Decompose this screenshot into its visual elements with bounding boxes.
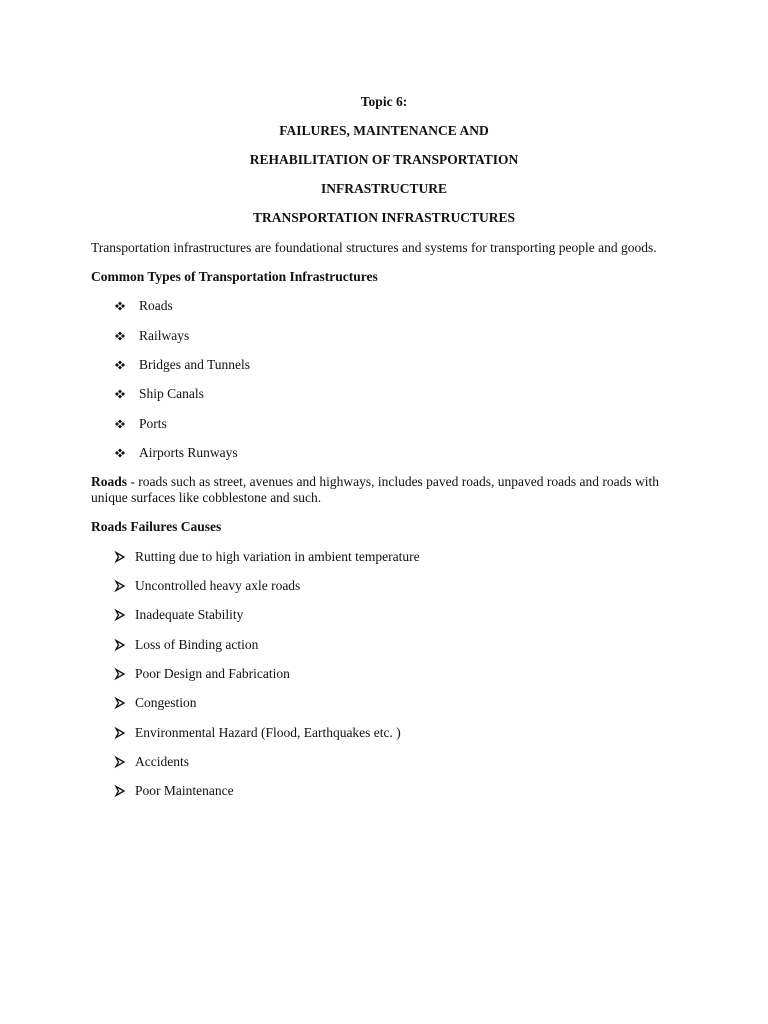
arrowhead-bullet-icon — [114, 666, 128, 682]
title-line-1: FAILURES, MAINTENANCE AND — [279, 123, 489, 138]
arrowhead-bullet-icon — [114, 695, 128, 711]
list-item-label: Congestion — [135, 695, 197, 710]
arrowhead-bullet-icon — [114, 578, 128, 594]
title-line-3: INFRASTRUCTURE — [320, 181, 447, 196]
list-item-label: Loss of Binding action — [135, 637, 259, 652]
list-item-label: Environmental Hazard (Flood, Earthquakes etc. ) — [135, 725, 401, 740]
list-item-label: Poor Maintenance — [135, 783, 234, 798]
roads-definition-text: - roads such as street, avenues and highways, includes paved roads, unpaved roads and roads with — [127, 474, 659, 489]
arrowhead-bullet-icon — [114, 783, 128, 799]
list-item-label: Poor Design and Fabrication — [135, 666, 290, 681]
diamond-bullet-icon — [114, 386, 128, 402]
types-heading: Common Types of Transportation Infrastructures — [91, 269, 378, 284]
arrowhead-bullet-icon — [114, 754, 128, 770]
list-item-label: Ship Canals — [139, 386, 204, 401]
arrowhead-bullet-icon — [114, 637, 128, 653]
diamond-bullet-icon — [114, 357, 128, 373]
arrowhead-bullet-icon — [114, 549, 128, 565]
intro-paragraph: Transportation infrastructures are foundational structures and systems for transporting people and goods. — [91, 240, 657, 255]
section-title: TRANSPORTATION INFRASTRUCTURES — [253, 210, 515, 225]
list-item-label: Roads — [139, 298, 173, 313]
list-item-label: Rutting due to high variation in ambient temperature — [135, 549, 420, 564]
list-item-label: Inadequate Stability — [135, 607, 244, 622]
arrowhead-bullet-icon — [114, 607, 128, 623]
roads-term: Roads — [91, 474, 128, 489]
topic-label: Topic 6: — [360, 94, 408, 109]
diamond-bullet-icon — [114, 416, 128, 432]
diamond-bullet-icon — [114, 298, 128, 314]
list-item-label: Airports Runways — [139, 445, 238, 460]
list-item-label: Bridges and Tunnels — [139, 357, 251, 372]
arrowhead-bullet-icon — [114, 725, 128, 741]
roads-definition-line-1 — [91, 474, 691, 490]
diamond-bullet-icon — [114, 328, 128, 344]
list-item-label: Accidents — [135, 754, 189, 769]
list-item-label: Uncontrolled heavy axle roads — [135, 578, 301, 593]
failures-heading: Roads Failures Causes — [91, 519, 222, 534]
diamond-bullet-icon — [114, 445, 128, 461]
list-item-label: Ports — [139, 416, 167, 431]
roads-definition-line-2: unique surfaces like cobblestone and such. — [91, 490, 322, 505]
title-line-2: REHABILITATION OF TRANSPORTATION — [249, 152, 519, 167]
list-item-label: Railways — [139, 328, 190, 343]
